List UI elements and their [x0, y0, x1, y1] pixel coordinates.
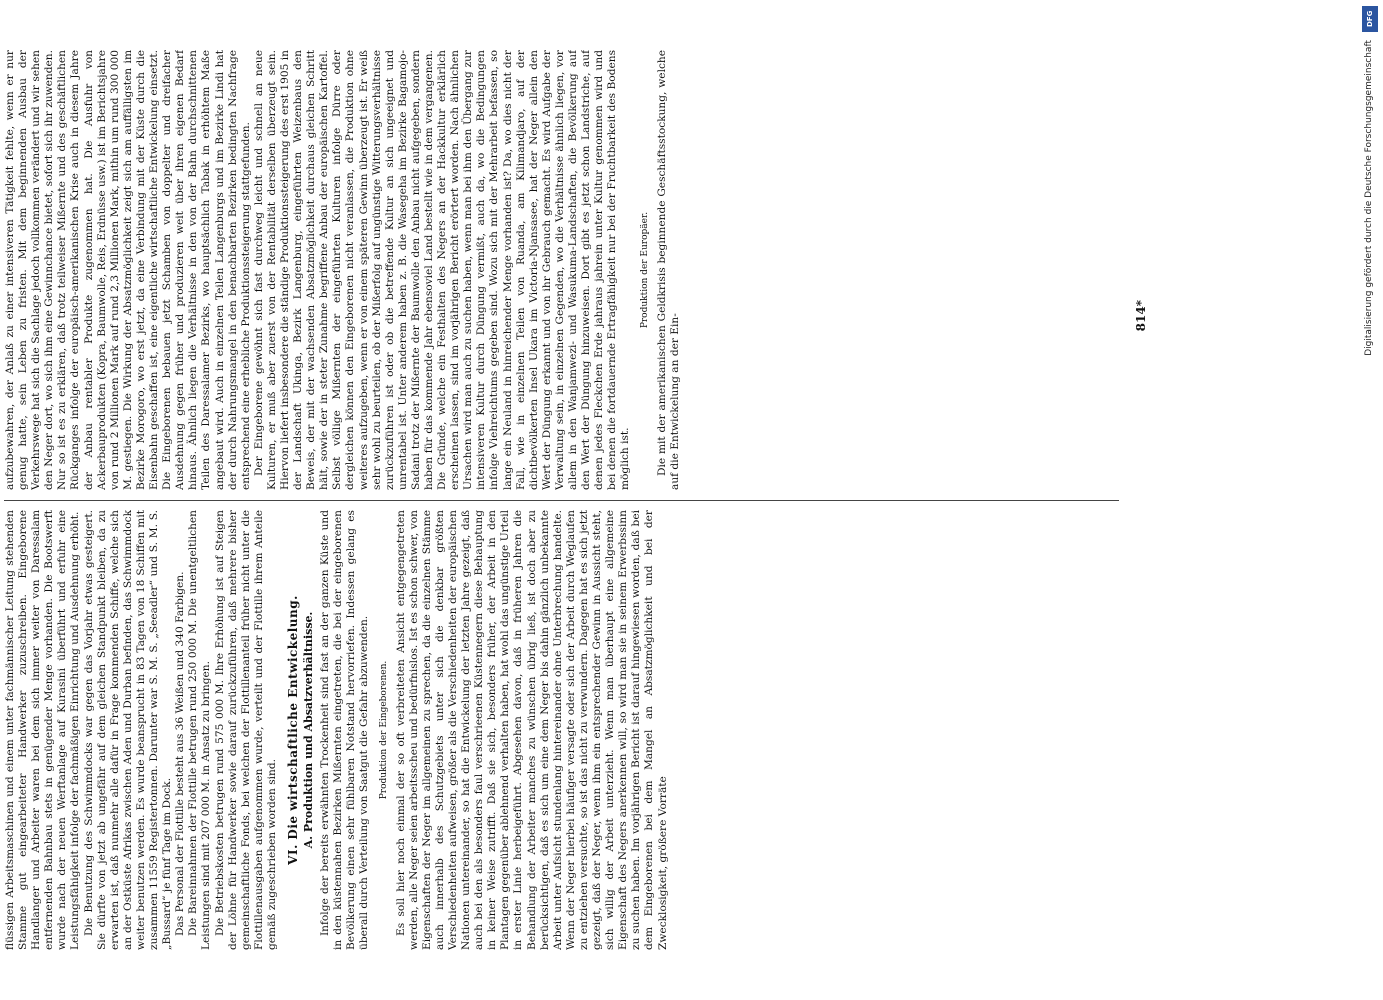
section-heading: VI. Die wirtschaftliche Entwickelung. [285, 595, 300, 865]
paragraph: Infolge der bereits erwähnten Trockenheit sind fast an der ganzen Küste und in den küstennahen Bezirken Mißernten eingetreten, die bei der eingeborenen Bevölkerung einen sehr fühlbaren Notstand hervorriefen. Indessen gelang es überall durch Verteilung von Saatgut die Gefahr abzuwenden. [319, 510, 371, 950]
paragraph: flüssigen Arbeitsmaschinen und einem unter fachmännischer Leitung stehenden Stamme gut eingearbeiteter Handwerker zuzuschreiben. Eingeborene Handlanger und Arbeiter waren bei dem sich immer weiter von Daressalam entfernenden Bahnbau stets in genügender Menge vorhanden. Die Bootswerft wurde nach der neuen Werftanlage auf Kurasini überführt und erfuhr eine Leistungsfähigkeit infolge der fachmäßigen Einrichtung und Ausdehnung erhöht. [4, 510, 82, 950]
subsection-subhead: Produktion der Europäer. [639, 211, 650, 329]
document-page [0, 50, 1150, 950]
subsection-subhead: Produktion der Eingeborenen. [378, 660, 389, 800]
paragraph: aufzubewahren, der Anlaß zu einer intensiveren Tätigkeit fehlte, wenn er nur genug hatte, sein Leben zu fristen. Mit dem beginnenden Ausbau der Verkehrswege hat sich die Sachlage jedoch vollkommen verändert und wir sehen den Neger dort, wo sich ihm eine Gewinnchance bietet, sofort sich ihr zuwenden. Nur so ist es zu erklären, daß trotz teilweiser Mißernte und des geschäftlichen Rückganges infolge der europäisch-amerikanischen Krise auch in diesem Jahre der Anbau rentabler Produkte zugenommen hat. Die Ausfuhr von Ackerbauprodukten (Kopra, Baumwolle, Reis, Erdnüsse usw.) ist im Berichtsjahre von rund 2 Millionen Mark auf rund 2,3 Millionen Mark, mithin um rund 300 000 M. gestiegen. Die Wirkung der Absatzmöglichkeit zeigt sich am auffälligsten im Bezirke Morogoro, wo erst jetzt, da eine Verbindung mit der Küste durch die Eisenbahn geschaffen ist, eine eigentliche wirtschaftliche Entwickelung einsetzt. Die Eingeborenen bebauen jetzt Schamben von doppelter und dreifacher Ausdehnung gegen früher und produzieren weit über ihren eigenen Bedarf hinaus. Ähnlich liegen die Verhältnisse in den von der Bahn durchschnittenen Teilen des Daressalamer Bezirks, wo hauptsächlich Tabak in erhöhtem Maße angebaut wird. Auch in einzelnen Teilen Langenburgs und im Bezirke Lindi hat der durch Nahrungsmangel in den benachbarten Bezirken bedingten Nachfrage entsprechend eine erhebliche Produktionssteigerung stattgefunden. [4, 50, 252, 490]
paragraph: Der Eingeborene gewöhnt sich fast durchweg leicht und schnell an neue Kulturen, er muß aber zuerst von der Rentabilität derselben überzeugt sein. Hiervon liefert insbesondere die ständige Produktionssteigerung des erst 1905 in der Landschaft Ukinga, Bezirk Langenburg, eingeführten Weizenbaus den Beweis, der mit der wachsenden Absatzmöglichkeit durchaus gleichen Schritt hält, sowie der in steter Zunahme begriffene Anbau der europäischen Kartoffel. Selbst völlige Mißernten der eingeführten Kulturen infolge Dürre oder dergleichen können den Eingeborenen nicht veranlassen, die Produktion ohne weiteres aufzugeben, wenn er von einem späteren Gewinn überzeugt ist. Er weiß sehr wohl zu beurteilen, ob der Mißerfolg auf ungünstige Witterungsverhältnisse zurückzuführen ist oder ob die betreffende Kultur an sich ungeeignet und unrentabel ist. Unter anderem haben z. B. die Wasegeha im Bezirke Bagamojo-Sadani trotz der Mißernte der Baumwolle den Anbau nicht aufgegeben, sondern haben für das kommende Jahr ebensoviel Land bestellt wie in dem vergangenen. Die Gründe, welche ein Festhalten des Negers an der Hackkultur erklärlich erscheinen lassen, sind im vorjährigen Bericht erörtert worden. Nach ähnlichen Ursachen wird man auch zu suchen haben, wenn man bei ihm den Übergang zur intensiveren Kultur durch Düngung vermißt, auch da, wo die Bedingungen infolge Viehreichtums gegeben sind. Wozu sich mit der Mehrarbeit befassen, so lange ein Neuland in hinreichender Menge vorhanden ist? Da, wo dies nicht der Fall, wie in einzelnen Teilen von Ruanda, am Kilimandjaro, auf der dichtbevölkerten Insel Ukara im Victoria-Njansasee, hat der Neger allein den Wert der Düngung erkannt und von ihr Gebrauch gemacht. Es wird Aufgabe der Verwaltung sein, in einzelnen Gegenden, wo die Verhältnisse ähnlich liegen, vor allem in den Wanjamwezi- und Wasukuma-Landschaften, die Bevölkerung auf den Wert der Düngung hinzuweisen. Dort gibt es jetzt schon Landstriche, auf denen jedes Fleckchen Erde jahraus jahrein unter Kultur genommen wird und bei denen die fortdauernde Ertragfähigkeit nur bei der Fruchtbarkeit des Bodens möglich ist. [252, 50, 632, 490]
digitization-note [1360, 0, 1382, 1000]
digitization-credit: Digitalisierung gefördert durch die Deutsche Forschungsgemeinschaft [1364, 40, 1374, 356]
paragraph: Die mit der amerikanischen Geldkrisis beginnende Geschäftsstockung, welche auf die Entwickelung an der Ein- [655, 50, 681, 490]
left-column [4, 510, 1124, 950]
sheet-number: 814* [1134, 300, 1148, 332]
subsection-heading: A. Produktion und Absatzverhältnisse. [302, 611, 316, 849]
paragraph: Die Betriebskosten betrugen rund 575 000 M. Ihre Erhöhung ist auf Steigen der Löhne für Handwerker sowie darauf zurückzuführen, daß mehrere bisher gemeinschaftliche Fonds, bei welchen der Flottillenanteil früher nicht unter die Flottillenausgaben aufgenommen wurde, verteilt und der Flottille ihrem Anteile gemäß zugeschrieben worden sind. [213, 510, 278, 950]
paragraph: Die Bareinnahmen der Flottille betrugen rund 250 000 M. Die unentgeltlichen Leistungen sind mit 207 000 M. in Ansatz zu bringen. [187, 510, 213, 950]
column-divider [4, 500, 1119, 501]
paragraph: Das Personal der Flottille besteht aus 36 Weißen und 340 Farbigen. [174, 571, 187, 936]
right-column [4, 50, 1124, 490]
paragraph: Die Benutzung des Schwimmdocks war gegen das Vorjahr etwas gesteigert. Sie dürfte von jetzt ab ungefähr auf dem gleichen Standpunkt bleiben, da zu erwarten ist, daß nunmehr alle dafür in Frage kommenden Schiffe, welche sich an der Ostküste Afrikas zwischen Aden und Durban befinden, das Schwimmdock weiter benutzen werden. Es wurde beansprucht in 83 Tagen von 18 Schiffen mit zusammen 11559 Registertonnen. Darunter war S. M. S. „Seeadler“ und S. M. S. „Bussard“ je fünf Tage im Dock. [82, 510, 174, 950]
dfg-logo-icon: DFG [1362, 6, 1378, 32]
paragraph: Es soll hier noch einmal der so oft verbreiteten Ansicht entgegengetreten werden, alle Neger seien arbeitsscheu und bedürfnislos. Ist es schon schwer, von Eigenschaften der Neger im allgemeinen zu sprechen, da die einzelnen Stämme auch innerhalb des Schutzgebiets unter sich die denkbar größten Verschiedenheiten aufweisen, größer als die Verschiedenheiten der europäischen Nationen untereinander, so hat die Entwickelung der letzten Jahre gezeigt, daß auch bei den als besonders faul verschrieenen Küstennegern diese Behauptung in keiner Weise zutrifft. Daß sie sich, besonders früher, der Arbeit in den Plantagen gegenüber ablehnend verhalten haben, hat wohl das ungünstige Urteil in erster Linie herbeigeführt. Abgesehen davon, daß in früheren Jahren die Behandlung der Arbeiter manches zu wünschen übrig ließ, ist doch aber zu berücksichtigen, daß es sich um eine dem Neger bis dahin gänzlich unbekannte Arbeit unter Aufsicht stundenlang hintereinander ohne Unterbrechung handelte. Wenn der Neger hierbei häufiger versagte oder sich der Arbeit durch Weglaufen zu entziehen versuchte, so ist das nicht zu verwundern. Dagegen hat es sich jetzt gezeigt, daß der Neger, wenn ihm ein entsprechender Gewinn in Aussicht steht, sich willig der Arbeit unterzieht. Wenn man überhaupt eine allgemeine Eigenschaft des Negers anerkennen will, so wird man sie in seinem Erwerbssinn zu suchen haben. Im vorjährigen Bericht ist darauf hingewiesen worden, daß bei dem Eingeborenen bei dem Mangel an Absatzmöglichkeit und bei der Zwecklosigkeit, größere Vorräte [394, 510, 669, 950]
